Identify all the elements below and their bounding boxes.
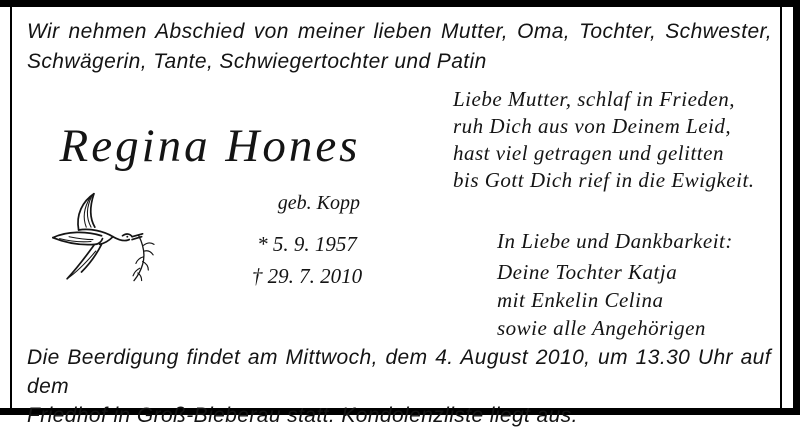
verse-line-1: Liebe Mutter, schlaf in Frieden, [453, 87, 735, 111]
funeral-info [27, 343, 771, 430]
funeral-line-2: Friedhof in Groß-Bieberau statt. Kondolenzliste liegt aus. [27, 404, 578, 427]
funeral-line-1: Die Beerdigung findet am Mittwoch, dem 4. August 2010, um 13.30 Uhr auf dem [27, 346, 771, 398]
intro-line-2: Schwägerin, Tante, Schwiegertochter und Patin [27, 50, 487, 73]
obituary-intro [27, 17, 772, 77]
life-dates [212, 228, 402, 292]
verse-line-3: hast viel getragen und gelitten [453, 141, 724, 165]
death-date: † 29. 7. 2010 [251, 264, 363, 288]
memorial-verse [453, 86, 763, 194]
maiden-name: geb. Kopp [277, 192, 360, 214]
notice-frame-right [780, 7, 782, 408]
scan-edge-top [0, 0, 800, 7]
verse-line-2: ruh Dich aus von Deinem Leid, [453, 114, 732, 138]
mourner-line-1: Deine Tochter Katja [497, 260, 678, 284]
deceased-name: Regina Hones [59, 120, 361, 172]
scan-edge-right [793, 0, 800, 415]
intro-line-1: Wir nehmen Abschied von meiner lieben Mutter, Oma, Tochter, Schwester, [27, 20, 772, 43]
closing-line: In Liebe und Dankbarkeit: [497, 229, 733, 253]
verse-line-4: bis Gott Dich rief in die Ewigkeit. [453, 168, 755, 192]
birth-date: * 5. 9. 1957 [257, 232, 357, 256]
dove-icon [50, 190, 155, 292]
notice-frame-left [10, 7, 12, 408]
mourner-line-2: mit Enkelin Celina [497, 288, 664, 312]
mourners-block [497, 258, 777, 342]
mourner-line-3: sowie alle Angehörigen [497, 316, 706, 340]
